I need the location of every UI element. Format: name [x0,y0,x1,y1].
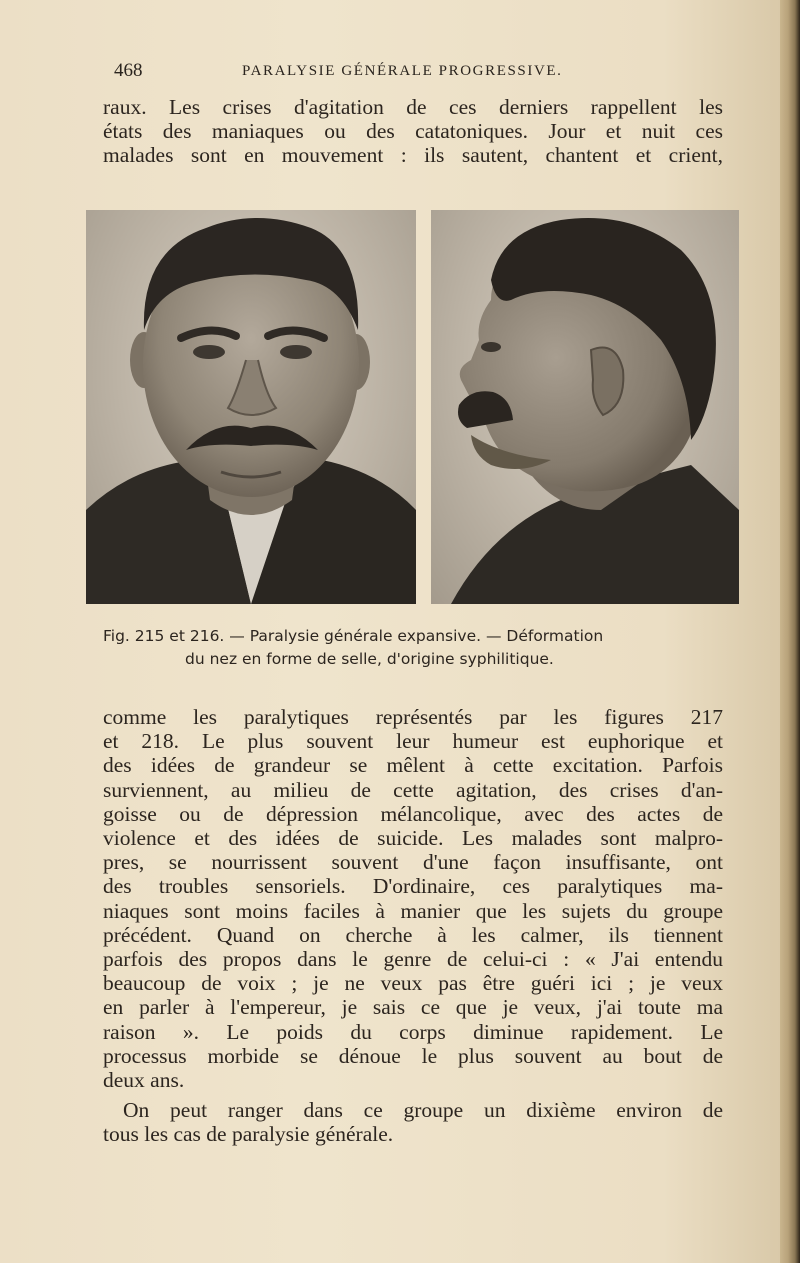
text-line: des troubles sensoriels. D'ordinaire, ces paralytiques ma- [103,874,723,899]
text-line: tous les cas de paralysie générale. [103,1122,394,1147]
text-line: surviennent, au milieu de cette agitation, des crises d'an- [103,777,723,802]
text-line: précédent. Quand on cherche à les calmer, ils tiennent [103,922,723,947]
text-line: comme les paralytiques représentés par les figures 217 [103,705,723,729]
paragraph-main [103,705,723,1092]
caption-line: du nez en forme de selle, d'origine syphilitique. [185,650,554,668]
text-line: violence et des idées de suicide. Les malades sont malpro- [103,826,723,851]
text-line: états des maniaques ou des catatoniques. Jour et nuit ces [103,119,723,144]
text-line: beaucoup de voix ; je ne veux pas être guéri ici ; je veux [103,971,723,996]
text-line: processus morbide se dénoue le plus souvent au bout de [103,1043,723,1068]
page-number: 468 [114,60,143,81]
text-line: On peut ranger dans ce groupe un dixième environ de [123,1098,723,1122]
figure-caption [103,625,733,671]
book-binding-edge [780,0,800,1263]
text-line: parfois des propos dans le genre de celui-ci : « J'ai entendu [103,947,723,972]
frontal-portrait-image [86,210,416,604]
caption-line: Fig. 215 et 216. — Paralysie générale expansive. — Déformation [103,627,604,645]
figure-216-profile-portrait [431,210,739,604]
paragraph-closing [103,1098,723,1146]
text-line: pres, se nourrissent souvent d'une façon insuffisante, ont [103,850,723,875]
text-line: raux. Les crises d'agitation de ces derniers rappellent les [103,95,723,119]
profile-portrait-image [431,210,739,604]
text-line: des idées de grandeur se mêlent à cette excitation. Parfois [103,753,723,778]
text-line: goisse ou de dépression mélancolique, avec des actes de [103,801,723,826]
text-line: en parler à l'empereur, je sais ce que je veux, j'ai toute ma [103,995,723,1020]
text-line: raison ». Le poids du corps diminue rapidement. Le [103,1019,723,1044]
paragraph-intro [103,95,723,168]
running-title: PARALYSIE GÉNÉRALE PROGRESSIVE. [242,63,563,79]
running-header [108,60,718,86]
text-line: malades sont en mouvement : ils sautent, chantent et crient, [103,143,723,168]
text-line: niaques sont moins faciles à manier que les sujets du groupe [103,898,723,923]
text-line: et 218. Le plus souvent leur humeur est euphorique et [103,729,723,754]
text-line: deux ans. [103,1068,185,1093]
figure-215-frontal-portrait [86,210,416,604]
